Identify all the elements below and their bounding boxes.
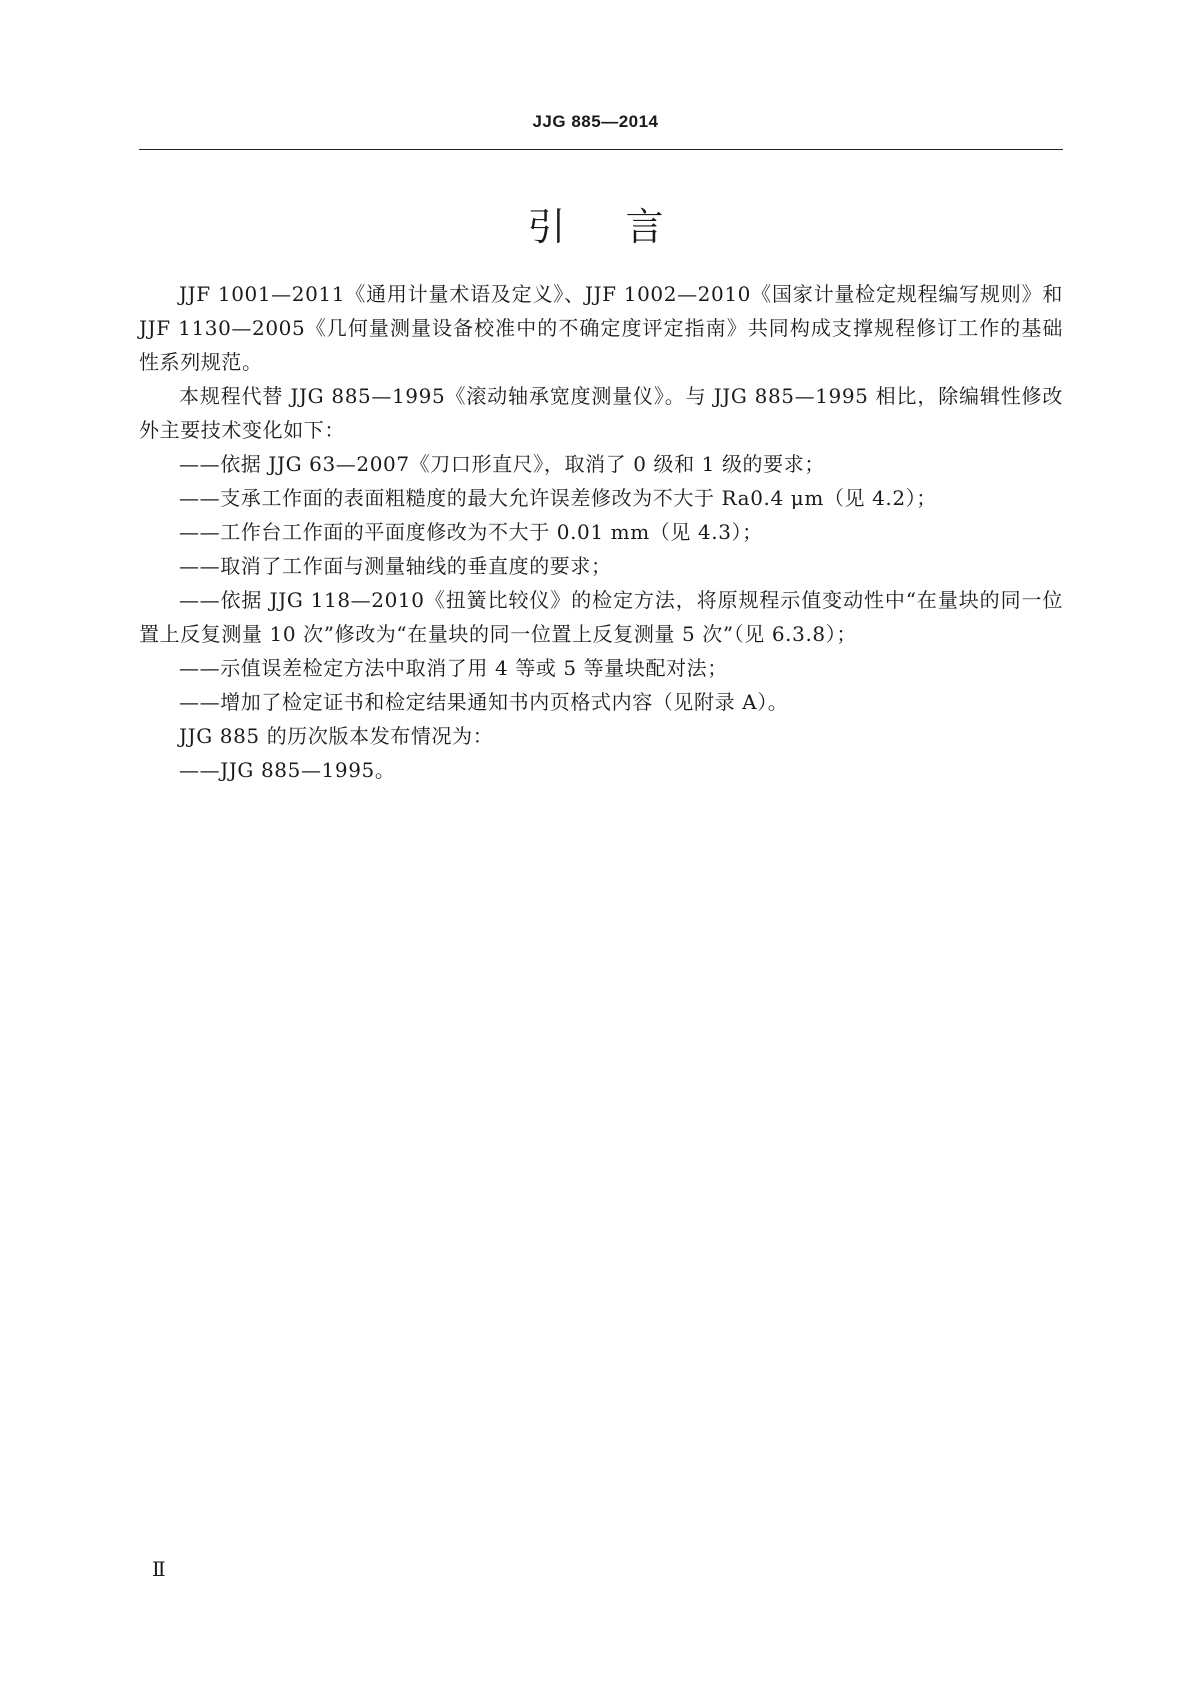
- document-code: JJG 885—2014: [532, 112, 659, 131]
- change-item: ——依据 JJG 118—2010《扭簧比较仪》的检定方法，将原规程示值变动性中“在量块的同一位置上反复测量 10 次”修改为“在量块的同一位置上反复测量 5 次”（见 6.3.8）；: [139, 588, 1063, 646]
- page-title: 引言: [527, 205, 724, 249]
- version-item: ——JJG 885—1995。: [179, 758, 396, 782]
- paragraph-reference-specs: JJF 1001—2011《通用计量术语及定义》、JJF 1002—2010《国家计量检定规程编写规则》和 JJF 1130—2005《几何量测量设备校准中的不确定度评定指南》共同构成支撑规程修订工作的基础性系列规范。: [139, 282, 1063, 374]
- paragraph-version-history: JJG 885 的历次版本发布情况为：: [179, 724, 494, 748]
- header-divider: [139, 149, 1063, 150]
- body-text: [139, 277, 1063, 787]
- page-number: Ⅱ: [152, 1557, 166, 1581]
- change-item: ——示值误差检定方法中取消了用 4 等或 5 等量块配对法；: [179, 656, 728, 680]
- change-item: ——依据 JJG 63—2007《刀口形直尺》，取消了 0 级和 1 级的要求；: [179, 452, 825, 476]
- change-item: ——支承工作面的表面粗糙度的最大允许误差修改为不大于 Ra0.4 μm（见 4.2）；: [179, 486, 937, 510]
- paragraph-replacement-note: 本规程代替 JJG 885—1995《滚动轴承宽度测量仪》。与 JJG 885—1995 相比，除编辑性修改外主要技术变化如下：: [139, 384, 1063, 442]
- change-item: ——取消了工作面与测量轴线的垂直度的要求；: [179, 554, 612, 578]
- change-item: ——工作台工作面的平面度修改为不大于 0.01 mm（见 4.3）；: [179, 520, 763, 544]
- change-item: ——增加了检定证书和检定结果通知书内页格式内容（见附录 A）。: [179, 690, 789, 714]
